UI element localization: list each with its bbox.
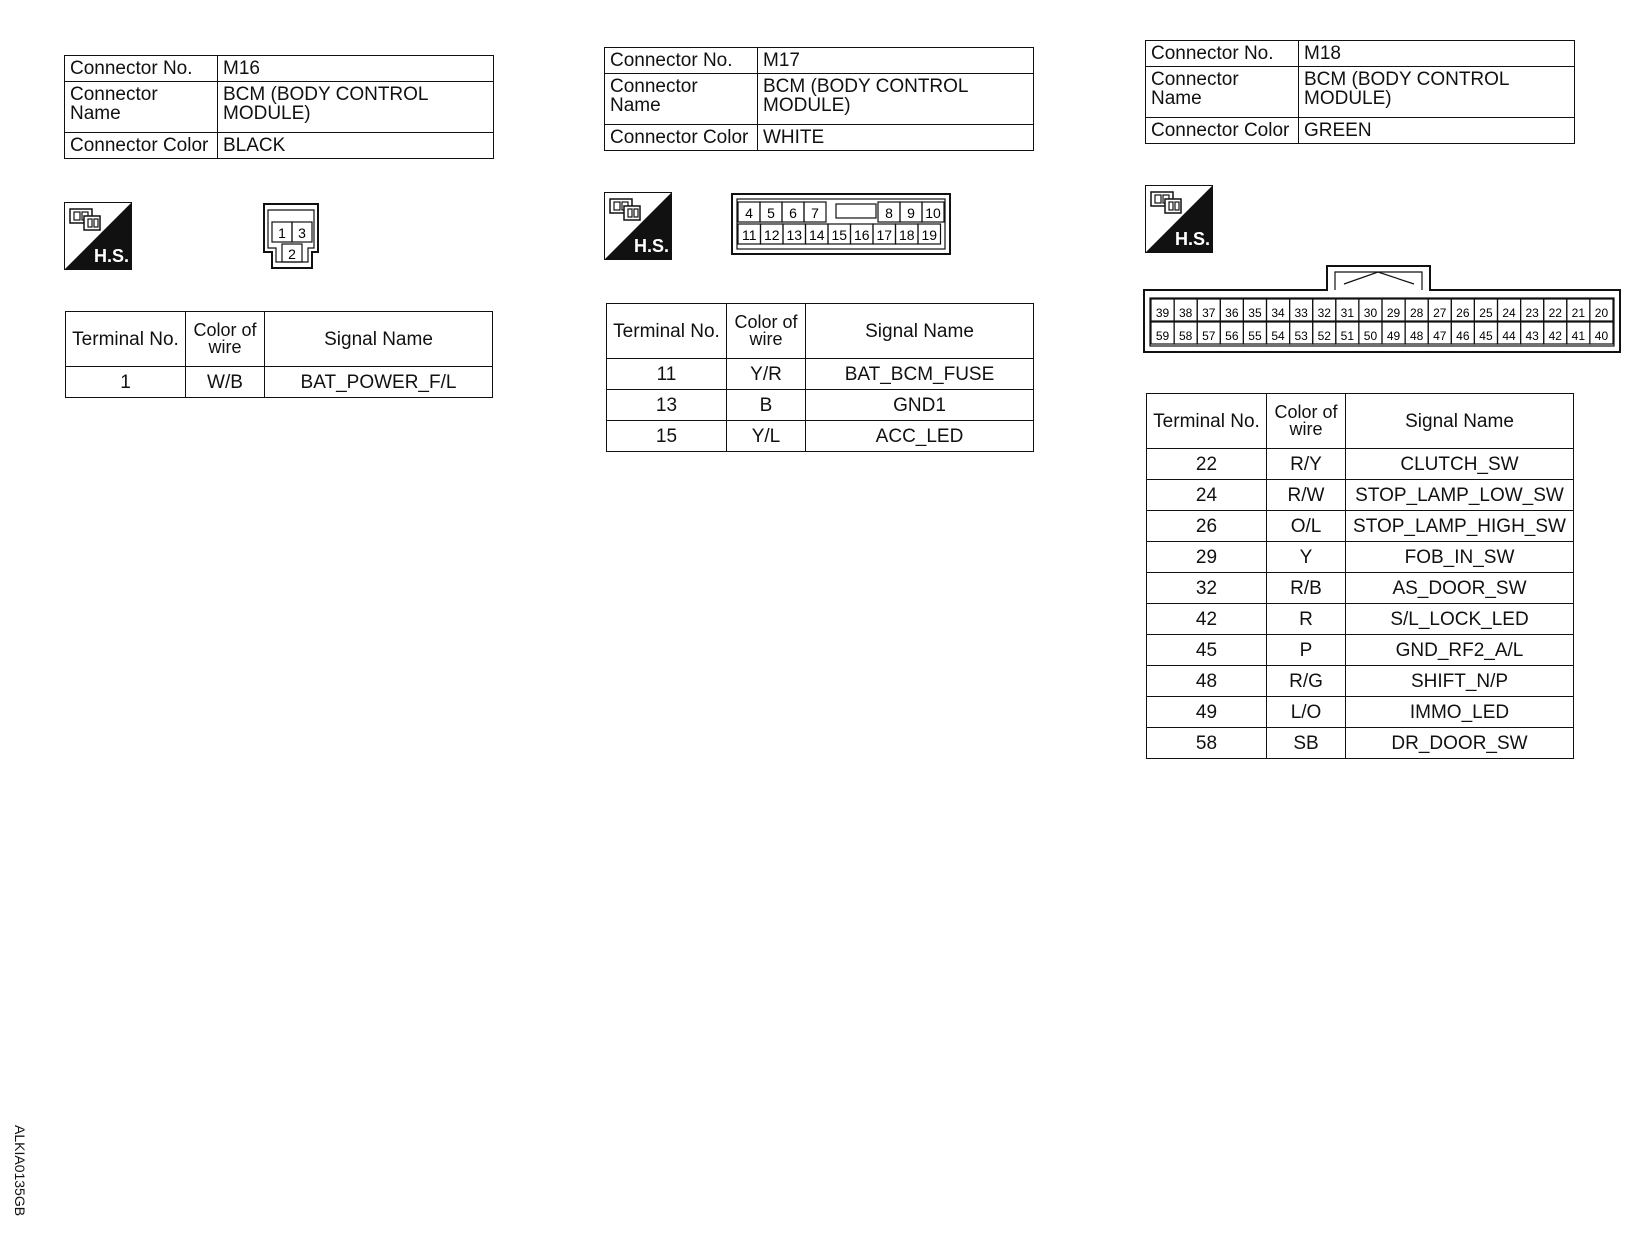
- wire-color-cell: P: [1267, 635, 1346, 666]
- pin-label: 18: [898, 227, 915, 243]
- table-row: [1147, 635, 1574, 666]
- signal-name-header: Signal Name: [806, 304, 1034, 359]
- table-row: [1147, 604, 1574, 635]
- pin-label: 42: [1548, 329, 1562, 343]
- pin-label: 17: [876, 227, 893, 243]
- connector-face-m18: [1142, 262, 1622, 354]
- table-row: [66, 367, 493, 398]
- wire-color-cell: R: [1267, 604, 1346, 635]
- pin-label: 55: [1248, 329, 1262, 343]
- pin-label: 8: [885, 205, 893, 221]
- signal-name-cell: CLUTCH_SW: [1346, 449, 1574, 480]
- signal-name-cell: SHIFT_N/P: [1346, 666, 1574, 697]
- pin-2: 2: [288, 246, 296, 262]
- signal-name-cell: BAT_POWER_F/L: [265, 367, 493, 398]
- signal-name-cell: S/L_LOCK_LED: [1346, 604, 1574, 635]
- pin-label: 47: [1433, 329, 1447, 343]
- terminal-cell: 24: [1147, 480, 1267, 511]
- pin-label: 15: [831, 227, 848, 243]
- pin-label: 24: [1502, 306, 1516, 320]
- connector-name-label: Connector Name: [65, 82, 218, 133]
- terminal-cell: 58: [1147, 728, 1267, 759]
- wire-color-cell: R/Y: [1267, 449, 1346, 480]
- connector-info-table-m17: [604, 47, 1034, 151]
- connector-info-table-m18: [1145, 40, 1575, 144]
- connector-color-value: GREEN: [1299, 118, 1575, 144]
- pin-label: 49: [1386, 329, 1401, 343]
- connector-name-value: BCM (BODY CONTROL MODULE): [758, 74, 1034, 125]
- pin-label: 50: [1363, 329, 1378, 343]
- pin-label: 57: [1202, 329, 1216, 343]
- signal-name-cell: STOP_LAMP_HIGH_SW: [1346, 511, 1574, 542]
- pin-label: 22: [1548, 306, 1562, 320]
- pin-label: 56: [1225, 329, 1239, 343]
- connector-face-m16: [258, 202, 324, 278]
- wire-color-cell: L/O: [1267, 697, 1346, 728]
- connector-color-label: Connector Color: [605, 125, 758, 151]
- wire-color-cell: O/L: [1267, 511, 1346, 542]
- terminal-cell: 49: [1147, 697, 1267, 728]
- terminal-cell: 22: [1147, 449, 1267, 480]
- pin-label: 43: [1525, 329, 1539, 343]
- terminal-cell: 29: [1147, 542, 1267, 573]
- pin-label: 7: [811, 205, 819, 221]
- terminal-cell: 26: [1147, 511, 1267, 542]
- pin-label: 44: [1502, 329, 1516, 343]
- table-row: [1147, 697, 1574, 728]
- pin-label: 51: [1340, 329, 1355, 343]
- pin-3: 3: [298, 225, 306, 241]
- harness-side-icon: [1145, 185, 1213, 253]
- wire-color-cell: B: [727, 390, 806, 421]
- wire-color-cell: SB: [1267, 728, 1346, 759]
- terminal-cell: 11: [607, 359, 727, 390]
- signal-name-header: Signal Name: [265, 312, 493, 367]
- pin-label: 29: [1386, 306, 1401, 320]
- table-row: [1147, 666, 1574, 697]
- terminal-no-header: Terminal No.: [607, 304, 727, 359]
- color-of-wire-header: Color of wire: [727, 304, 806, 359]
- pin-label: 4: [745, 205, 753, 221]
- terminal-cell: 13: [607, 390, 727, 421]
- connector-name-value: BCM (BODY CONTROL MODULE): [218, 82, 494, 133]
- terminal-table-m17: [606, 303, 1034, 452]
- pin-label: 31: [1340, 306, 1355, 320]
- pin-label: 41: [1571, 329, 1586, 343]
- connector-name-label: Connector Name: [605, 74, 758, 125]
- pin-label: 23: [1525, 306, 1539, 320]
- table-row: [1147, 542, 1574, 573]
- pin-label: 38: [1178, 306, 1193, 320]
- pin-label: 14: [808, 227, 825, 243]
- connector-color-label: Connector Color: [1146, 118, 1299, 144]
- harness-side-icon: [604, 192, 672, 260]
- connector-no-value: M16: [218, 56, 494, 82]
- pin-label: 27: [1433, 306, 1447, 320]
- hs-label: H.S.: [634, 236, 670, 256]
- pin-label: 45: [1479, 329, 1493, 343]
- connector-color-label: Connector Color: [65, 133, 218, 159]
- connector-color-value: BLACK: [218, 133, 494, 159]
- connector-face-m17: [730, 192, 952, 256]
- terminal-table-m16: [65, 311, 493, 398]
- pin-label: 32: [1317, 306, 1331, 320]
- wire-color-cell: R/B: [1267, 573, 1346, 604]
- signal-name-cell: ACC_LED: [806, 421, 1034, 452]
- hs-label: H.S.: [1175, 229, 1211, 249]
- pin-label: 28: [1409, 306, 1424, 320]
- pin-label: 16: [853, 227, 870, 243]
- pin-label: 36: [1225, 306, 1239, 320]
- pin-label: 19: [921, 227, 938, 243]
- connector-no-value: M17: [758, 48, 1034, 74]
- signal-name-cell: DR_DOOR_SW: [1346, 728, 1574, 759]
- table-row: [1147, 449, 1574, 480]
- terminal-cell: 48: [1147, 666, 1267, 697]
- pin-label: 5: [767, 205, 775, 221]
- pin-label: 53: [1294, 329, 1308, 343]
- table-row: [1147, 573, 1574, 604]
- signal-name-cell: GND_RF2_A/L: [1346, 635, 1574, 666]
- pin-label: 33: [1294, 306, 1308, 320]
- pin-label: 46: [1456, 329, 1470, 343]
- connector-info-table-m16: [64, 55, 494, 159]
- table-row: [607, 390, 1034, 421]
- harness-side-icon: [64, 202, 132, 270]
- pin-label: 59: [1155, 329, 1170, 343]
- pin-label: 12: [763, 227, 780, 243]
- wire-color-cell: R/G: [1267, 666, 1346, 697]
- pin-label: 26: [1456, 306, 1470, 320]
- terminal-cell: 15: [607, 421, 727, 452]
- signal-name-cell: STOP_LAMP_LOW_SW: [1346, 480, 1574, 511]
- pin-label: 34: [1271, 306, 1285, 320]
- signal-name-cell: IMMO_LED: [1346, 697, 1574, 728]
- table-row: [607, 421, 1034, 452]
- color-of-wire-header: Color of wire: [186, 312, 265, 367]
- signal-name-cell: GND1: [806, 390, 1034, 421]
- signal-name-cell: AS_DOOR_SW: [1346, 573, 1574, 604]
- connector-name-label: Connector Name: [1146, 67, 1299, 118]
- terminal-cell: 32: [1147, 573, 1267, 604]
- pin-label: 10: [925, 205, 941, 221]
- pin-label: 6: [789, 205, 797, 221]
- connector-no-label: Connector No.: [605, 48, 758, 74]
- connector-color-value: WHITE: [758, 125, 1034, 151]
- pin-label: 25: [1479, 306, 1493, 320]
- pin-label: 13: [786, 227, 803, 243]
- terminal-no-header: Terminal No.: [66, 312, 186, 367]
- pin-label: 54: [1271, 329, 1285, 343]
- table-row: [1147, 511, 1574, 542]
- signal-name-cell: BAT_BCM_FUSE: [806, 359, 1034, 390]
- pin-1: 1: [278, 225, 286, 241]
- table-row: [1147, 480, 1574, 511]
- pin-label: 58: [1178, 329, 1193, 343]
- terminal-cell: 45: [1147, 635, 1267, 666]
- connector-name-value: BCM (BODY CONTROL MODULE): [1299, 67, 1575, 118]
- terminal-table-m18: [1146, 393, 1574, 759]
- pin-label: 39: [1155, 306, 1170, 320]
- pin-label: 37: [1202, 306, 1216, 320]
- color-of-wire-header: Color of wire: [1267, 394, 1346, 449]
- pin-label: 48: [1409, 329, 1424, 343]
- signal-name-cell: FOB_IN_SW: [1346, 542, 1574, 573]
- pin-label: 40: [1594, 329, 1609, 343]
- connector-no-label: Connector No.: [1146, 41, 1299, 67]
- pin-label: 20: [1594, 306, 1609, 320]
- pin-label: 35: [1248, 306, 1262, 320]
- pin-label: 21: [1571, 306, 1586, 320]
- wire-color-cell: Y: [1267, 542, 1346, 573]
- pin-label: 52: [1317, 329, 1331, 343]
- hs-label: H.S.: [94, 246, 130, 266]
- wire-color-cell: Y/R: [727, 359, 806, 390]
- wire-color-cell: Y/L: [727, 421, 806, 452]
- table-row: [1147, 728, 1574, 759]
- connector-no-value: M18: [1299, 41, 1575, 67]
- pin-label: 9: [907, 205, 915, 221]
- terminal-cell: 42: [1147, 604, 1267, 635]
- terminal-no-header: Terminal No.: [1147, 394, 1267, 449]
- connector-no-label: Connector No.: [65, 56, 218, 82]
- pin-label: 11: [741, 227, 757, 243]
- table-row: [607, 359, 1034, 390]
- pin-label: 30: [1363, 306, 1378, 320]
- signal-name-header: Signal Name: [1346, 394, 1574, 449]
- wire-color-cell: R/W: [1267, 480, 1346, 511]
- terminal-cell: 1: [66, 367, 186, 398]
- figure-id: ALKIA0135GB: [12, 1125, 28, 1217]
- wire-color-cell: W/B: [186, 367, 265, 398]
